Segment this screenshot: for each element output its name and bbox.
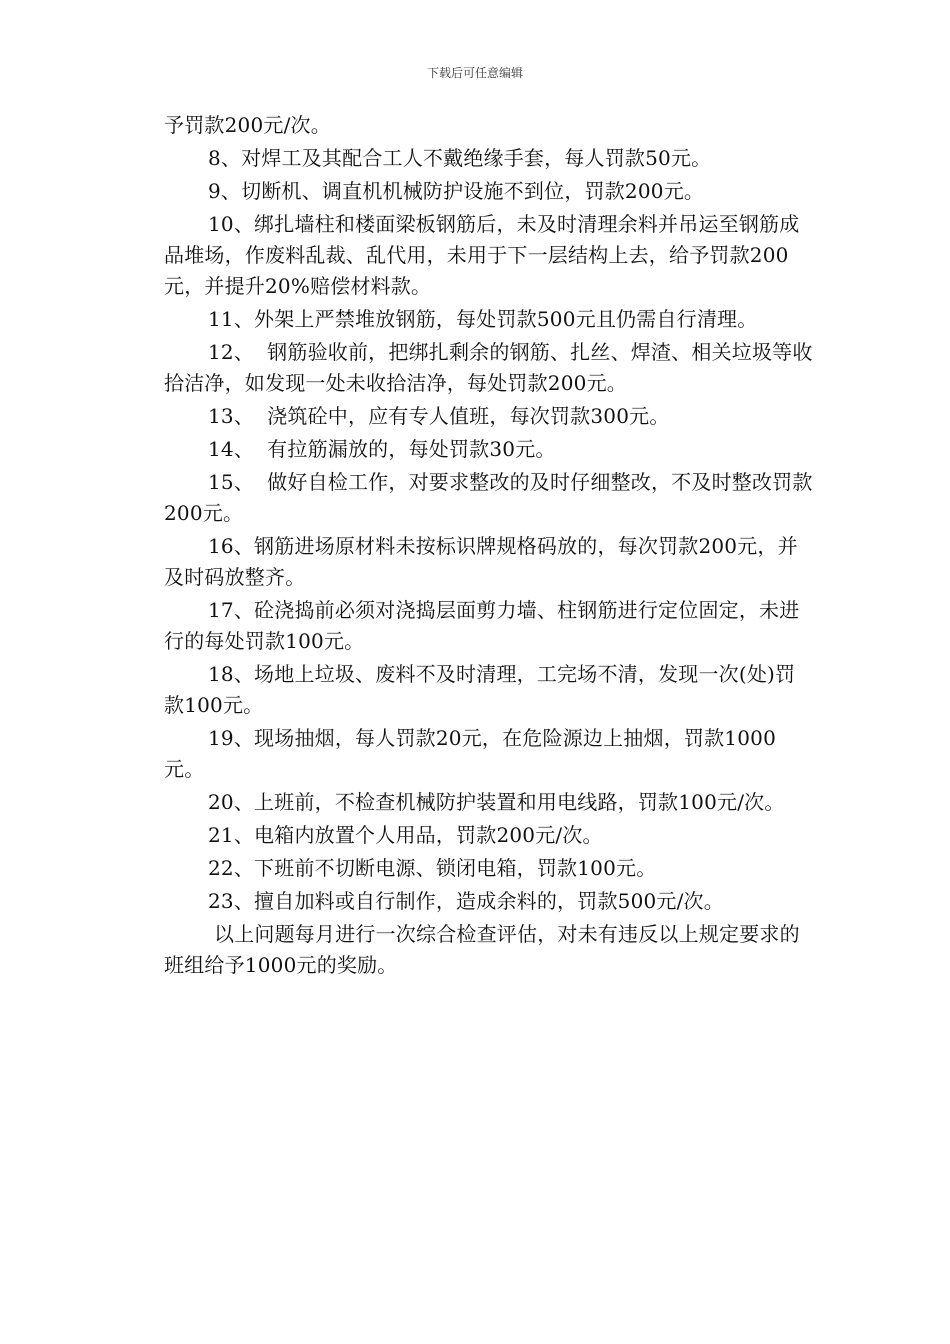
page-header-note: 下载后可任意编辑: [426, 66, 523, 80]
paragraph-item-14: 14、 有拉筋漏放的，每处罚款30元。: [208, 437, 556, 461]
paragraph-item-12: 12、 钢筋验收前，把绑扎剩余的钢筋、扎丝、焊渣、相关垃圾等收拾洁净，如发现一处未收拾洁净，每处罚款200元。: [164, 340, 813, 395]
paragraph-item-19: 19、现场抽烟，每人罚款20元，在危险源边上抽烟，罚款1000元。: [164, 726, 776, 781]
paragraph-summary-reward: 以上问题每月进行一次综合检查评估，对未有违反以上规定要求的班组给予1000元的奖励。: [164, 922, 800, 977]
paragraph-item-13: 13、 浇筑砼中，应有专人值班，每次罚款300元。: [208, 404, 670, 428]
paragraph-item-18: 18、场地上垃圾、废料不及时清理，工完场不清，发现一次(处)罚款100元。: [164, 662, 796, 717]
paragraph-item-9: 9、切断机、调直机机械防护设施不到位，罚款200元。: [208, 179, 705, 203]
paragraph-item-15: 15、 做好自检工作，对要求整改的及时仔细整改，不及时整改罚款200元。: [164, 470, 813, 525]
paragraph-item-8: 8、对焊工及其配合工人不戴绝缘手套，每人罚款50元。: [208, 146, 712, 170]
paragraph-item-16: 16、钢筋进场原材料未按标识牌规格码放的，每次罚款200元，并及时码放整齐。: [164, 534, 798, 589]
paragraph-item-23: 23、擅自加料或自行制作，造成余料的，罚款500元/次。: [208, 889, 724, 913]
paragraph-item-11: 11、外架上严禁堆放钢筋，每处罚款500元且仍需自行清理。: [208, 307, 758, 331]
paragraph-item-20: 20、上班前，不检查机械防护装置和用电线路，罚款100元/次。: [208, 790, 785, 814]
paragraph-item-10: 10、绑扎墙柱和楼面梁板钢筋后，未及时清理余料并吊运至钢筋成品堆场，作废料乱裁、乱代用，未用于下一层结构上去，给予罚款200元，并提升20%赔偿材料款。: [164, 212, 800, 298]
paragraph-item-22: 22、下班前不切断电源、锁闭电箱，罚款100元。: [208, 856, 657, 880]
document-body: [164, 110, 814, 983]
paragraph-item-21: 21、电箱内放置个人用品，罚款200元/次。: [208, 823, 603, 847]
paragraph-continuation: 予罚款200元/次。: [164, 113, 331, 137]
paragraph-item-17: 17、砼浇捣前必须对浇捣层面剪力墙、柱钢筋进行定位固定，未进行的每处罚款100元。: [164, 598, 800, 653]
